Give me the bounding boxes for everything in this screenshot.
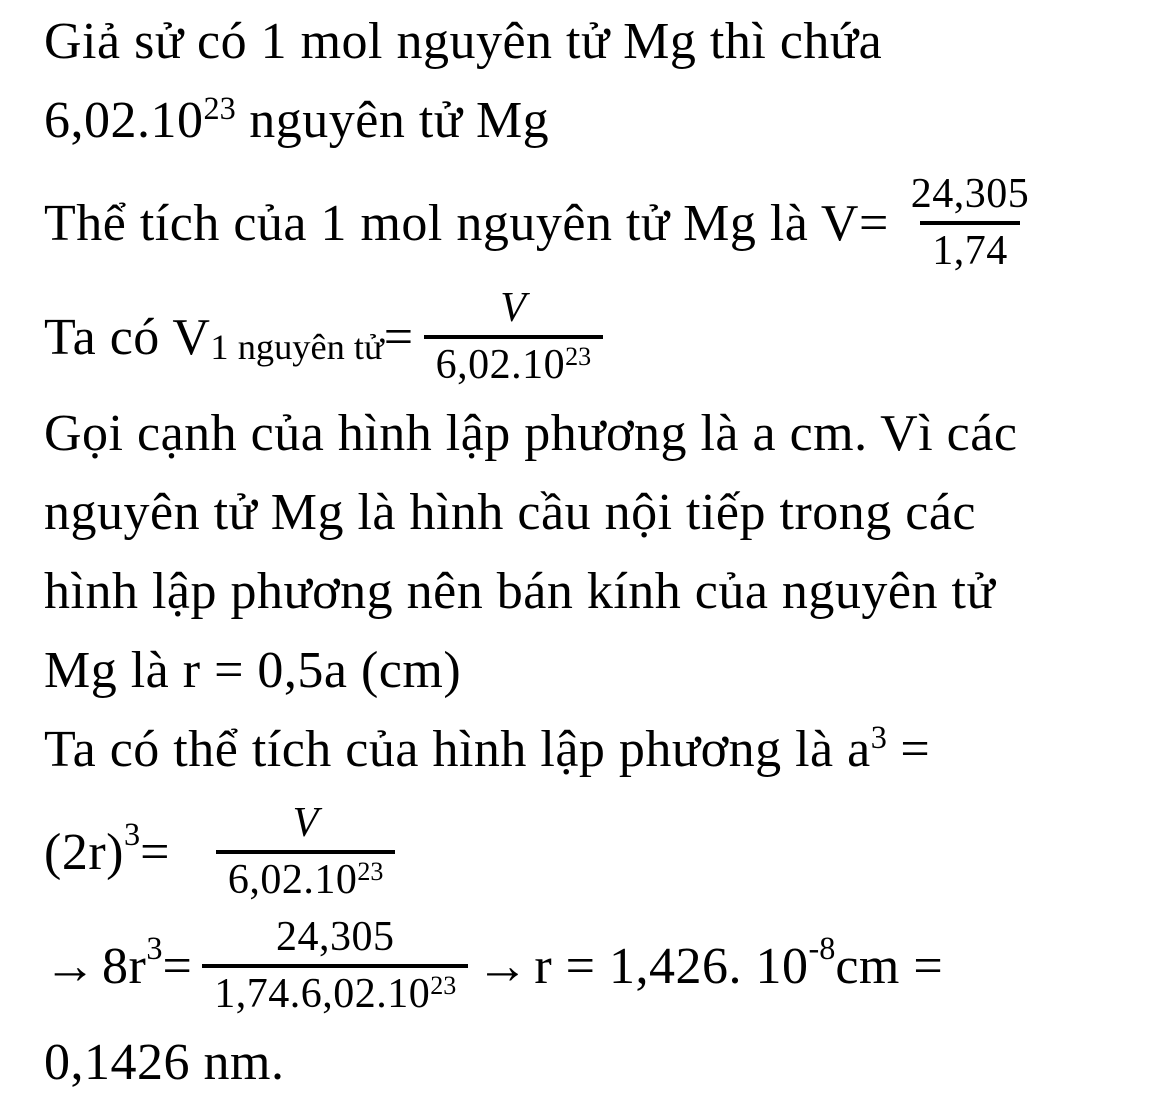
denominator-base: 1,74.6,02.10	[214, 971, 431, 1018]
denominator-exponent: 23	[565, 342, 592, 372]
fraction-numerator: 24,305	[276, 914, 395, 961]
line-text: 8r	[102, 937, 147, 995]
text-line-11	[44, 909, 1130, 1023]
text-line-5	[44, 394, 1130, 473]
text-line-12	[44, 1023, 1130, 1102]
denominator-exponent: 23	[357, 857, 384, 887]
exponent: -8	[808, 930, 836, 966]
text-line-6	[44, 473, 1130, 552]
right-arrow-icon: →	[476, 937, 529, 995]
equals-sign: =	[162, 937, 193, 995]
line-text: nguyên tử Mg là hình cầu nội tiếp trong các	[44, 484, 977, 542]
fraction	[202, 914, 468, 1018]
text-line-10	[44, 795, 1130, 909]
line-text: 0,1426 nm.	[44, 1034, 285, 1092]
text-line-2	[44, 81, 1130, 166]
fraction-denominator: 1,74	[920, 221, 1020, 275]
fraction-numerator: V	[292, 800, 319, 847]
right-arrow-icon: →	[44, 937, 96, 995]
exponent: 3	[870, 719, 887, 756]
fraction-denominator	[424, 335, 604, 389]
text-line-7	[44, 552, 1130, 631]
denominator-base: 6,02.10	[227, 857, 358, 904]
fraction	[216, 800, 396, 904]
text-line-8	[44, 631, 1130, 710]
exponent: 3	[123, 815, 141, 852]
line-text: hình lập phương nên bán kính của nguyên tử	[44, 563, 996, 621]
equals-sign: =	[140, 823, 170, 881]
line-text: Ta có thể tích của hình lập phương là a	[44, 721, 871, 779]
fraction-numerator: 24,305	[910, 171, 1030, 217]
fraction	[424, 285, 604, 389]
fraction	[899, 171, 1042, 275]
line-text: r = 1,426. 10	[534, 937, 809, 995]
denominator-base: 6,02.10	[435, 342, 566, 389]
fraction-numerator: V	[500, 285, 527, 332]
line-text: =	[886, 721, 931, 779]
line-text: (2r)	[44, 823, 124, 881]
fraction-denominator	[216, 850, 396, 904]
text-line-3	[44, 166, 1130, 280]
exponent: 23	[203, 90, 236, 127]
denominator-exponent: 23	[430, 971, 457, 1001]
subscript: 1 nguyên tử	[210, 327, 384, 368]
line-text: nguyên tử Mg	[235, 92, 550, 149]
line-text: Gọi cạnh của hình lập phương là a cm. Vì các	[44, 405, 1018, 463]
line-text: Ta có V	[44, 308, 211, 366]
exponent: 3	[146, 930, 163, 966]
fraction-denominator	[202, 964, 468, 1018]
text-line-1	[44, 2, 1130, 81]
text-line-4	[44, 280, 1130, 394]
equals-sign: =	[383, 308, 414, 366]
line-text: Mg là r = 0,5a (cm)	[44, 642, 462, 700]
number-base: 6,02.10	[44, 92, 204, 149]
text-line-9	[44, 710, 1130, 795]
line-text: cm =	[835, 937, 944, 995]
line-text: Thể tích của 1 mol nguyên tử Mg là V=	[44, 194, 889, 252]
line-text: Giả sử có 1 mol nguyên tử Mg thì chứa	[44, 13, 883, 70]
